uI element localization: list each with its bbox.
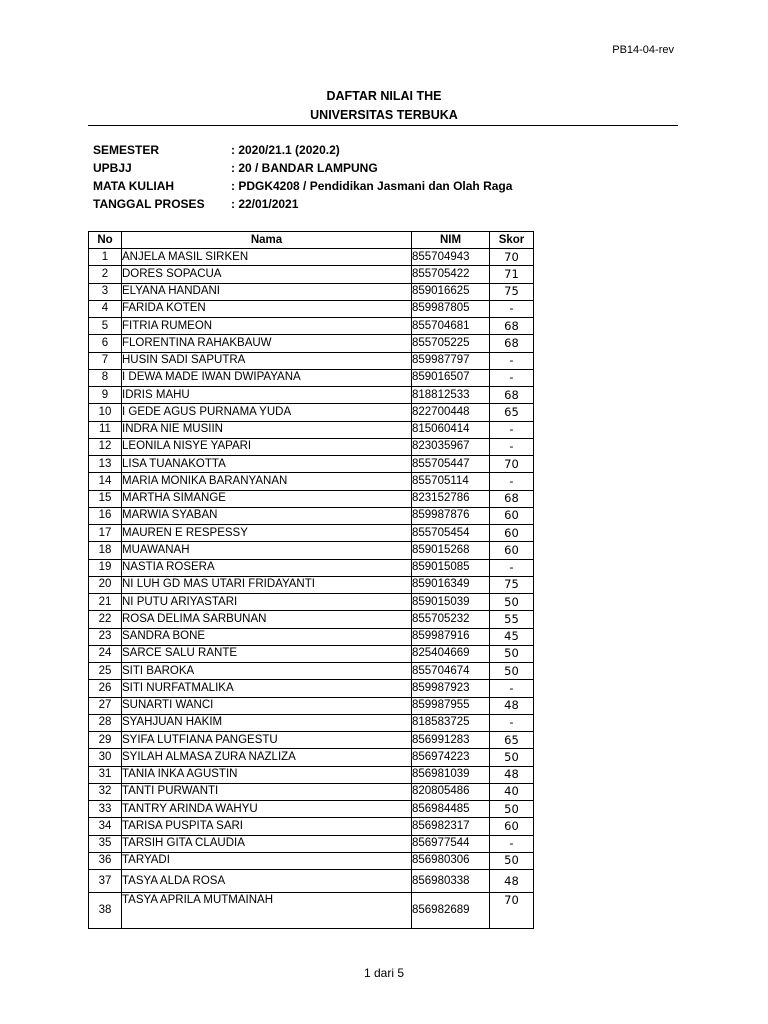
cell-nim: 856977544 (412, 835, 490, 852)
cell-nim: 818812533 (412, 387, 490, 404)
cell-score: 60 (490, 542, 534, 559)
table-row (89, 404, 534, 421)
cell-score: 40 (490, 783, 534, 800)
cell-name: LISA TUANAKOTTA (122, 456, 412, 473)
cell-score: - (490, 352, 534, 369)
cell-nim: 859987805 (412, 300, 490, 317)
cell-nim: 820805486 (412, 783, 490, 800)
header-name: Nama (122, 232, 412, 249)
table-row (89, 525, 534, 542)
cell-name: ROSA DELIMA SARBUNAN (122, 611, 412, 628)
cell-name: SUNARTI WANCI (122, 697, 412, 714)
cell-score: - (490, 559, 534, 576)
cell-no: 37 (89, 870, 122, 893)
table-row (89, 576, 534, 593)
cell-no: 13 (89, 456, 122, 473)
cell-score: - (490, 680, 534, 697)
table-row (89, 594, 534, 611)
cell-no: 18 (89, 542, 122, 559)
table-row (89, 611, 534, 628)
cell-name: TANTRY ARINDA WAHYU (122, 801, 412, 818)
table-row (89, 628, 534, 645)
cell-no: 26 (89, 680, 122, 697)
meta-mata-kuliah-label: MATA KULIAH (93, 179, 175, 193)
table-row (89, 542, 534, 559)
cell-nim: 856982689 (412, 893, 490, 929)
cell-name: NASTIA ROSERA (122, 559, 412, 576)
header-nim: NIM (412, 232, 490, 249)
cell-nim: 856982317 (412, 818, 490, 835)
cell-nim: 856991283 (412, 732, 490, 749)
cell-name: FITRIA RUMEON (122, 318, 412, 335)
cell-name: TARSIH GITA CLAUDIA (122, 835, 412, 852)
cell-nim: 855704681 (412, 318, 490, 335)
cell-score: 68 (490, 387, 534, 404)
cell-score: 55 (490, 611, 534, 628)
meta-upbjj-label: UPBJJ (93, 161, 132, 175)
cell-name: INDRA NIE MUSIIN (122, 421, 412, 438)
cell-nim: 859016349 (412, 576, 490, 593)
document-title: DAFTAR NILAI THE (326, 89, 442, 103)
cell-nim: 856980338 (412, 870, 490, 893)
cell-nim: 856980306 (412, 852, 490, 869)
cell-score: 48 (490, 870, 534, 893)
cell-name: FARIDA KOTEN (122, 300, 412, 317)
cell-score: 60 (490, 818, 534, 835)
meta-semester-label: SEMESTER (93, 143, 160, 157)
cell-name: MARIA MONIKA BARANYANAN (122, 473, 412, 490)
table-row (89, 893, 534, 929)
cell-score: 75 (490, 576, 534, 593)
cell-score: 50 (490, 645, 534, 662)
cell-no: 12 (89, 438, 122, 455)
cell-nim: 823152786 (412, 490, 490, 507)
cell-name: ANJELA MASIL SIRKEN (122, 249, 412, 266)
cell-nim: 855705454 (412, 525, 490, 542)
table-row (89, 835, 534, 852)
table-row (89, 318, 534, 335)
cell-score: 45 (490, 628, 534, 645)
cell-no: 35 (89, 835, 122, 852)
meta-semester-value: : 2020/21.1 (2020.2) (231, 143, 340, 157)
table-row (89, 714, 534, 731)
cell-no: 7 (89, 352, 122, 369)
cell-score: 50 (490, 852, 534, 869)
cell-name: FLORENTINA RAHAKBAUW (122, 335, 412, 352)
cell-nim: 859016625 (412, 283, 490, 300)
cell-no: 27 (89, 697, 122, 714)
table-row (89, 249, 534, 266)
cell-score: 60 (490, 507, 534, 524)
cell-score: 50 (490, 749, 534, 766)
cell-name: SYILAH ALMASA ZURA NAZLIZA (122, 749, 412, 766)
header-no: No (89, 232, 122, 249)
cell-no: 17 (89, 525, 122, 542)
cell-name: HUSIN SADI SAPUTRA (122, 352, 412, 369)
table-row (89, 818, 534, 835)
cell-name: I GEDE AGUS PURNAMA YUDA (122, 404, 412, 421)
table-row (89, 352, 534, 369)
cell-score: 68 (490, 318, 534, 335)
meta-tanggal-proses-label: TANGGAL PROSES (93, 197, 205, 211)
cell-name: TASYA ALDA ROSA (122, 870, 412, 893)
cell-no: 24 (89, 645, 122, 662)
cell-score: - (490, 473, 534, 490)
cell-name: SYIFA LUTFIANA PANGESTU (122, 732, 412, 749)
table-body (89, 249, 534, 929)
table-row (89, 663, 534, 680)
cell-score: 70 (490, 456, 534, 473)
cell-nim: 823035967 (412, 438, 490, 455)
document-code: PB14-04-rev (612, 44, 674, 56)
cell-no: 8 (89, 369, 122, 386)
cell-no: 23 (89, 628, 122, 645)
cell-score: 68 (490, 335, 534, 352)
scores-table (88, 231, 534, 929)
cell-name: TARYADI (122, 852, 412, 869)
cell-no: 31 (89, 766, 122, 783)
table-row (89, 680, 534, 697)
meta-tanggal-proses-value: : 22/01/2021 (231, 197, 299, 211)
cell-score: - (490, 369, 534, 386)
cell-score: 50 (490, 663, 534, 680)
table-row (89, 697, 534, 714)
table-row (89, 732, 534, 749)
cell-name: SITI BAROKA (122, 663, 412, 680)
cell-score: 70 (490, 249, 534, 266)
cell-score: 71 (490, 266, 534, 283)
cell-no: 25 (89, 663, 122, 680)
header-divider (88, 125, 678, 126)
table-row (89, 387, 534, 404)
cell-no: 32 (89, 783, 122, 800)
cell-name: I DEWA MADE IWAN DWIPAYANA (122, 369, 412, 386)
cell-no: 9 (89, 387, 122, 404)
cell-no: 33 (89, 801, 122, 818)
cell-no: 34 (89, 818, 122, 835)
cell-score: - (490, 438, 534, 455)
cell-nim: 855705114 (412, 473, 490, 490)
cell-nim: 859015039 (412, 594, 490, 611)
cell-no: 4 (89, 300, 122, 317)
cell-score: - (490, 714, 534, 731)
institution-name: UNIVERSITAS TERBUKA (310, 108, 458, 122)
cell-nim: 855704943 (412, 249, 490, 266)
cell-nim: 859015268 (412, 542, 490, 559)
table-header-row (89, 232, 534, 249)
cell-nim: 859987923 (412, 680, 490, 697)
cell-nim: 855705232 (412, 611, 490, 628)
cell-nim: 822700448 (412, 404, 490, 421)
cell-nim: 859987955 (412, 697, 490, 714)
cell-nim: 815060414 (412, 421, 490, 438)
cell-no: 36 (89, 852, 122, 869)
meta-upbjj-value: : 20 / BANDAR LAMPUNG (231, 161, 378, 175)
cell-nim: 825404669 (412, 645, 490, 662)
cell-no: 5 (89, 318, 122, 335)
cell-name: TASYA APRILA MUTMAINAH (122, 893, 412, 929)
cell-no: 2 (89, 266, 122, 283)
table-row (89, 507, 534, 524)
table-row (89, 766, 534, 783)
cell-score: - (490, 300, 534, 317)
cell-no: 30 (89, 749, 122, 766)
cell-no: 38 (89, 893, 122, 929)
cell-no: 1 (89, 249, 122, 266)
table-row (89, 456, 534, 473)
cell-score: 70 (490, 893, 534, 929)
cell-name: ELYANA HANDANI (122, 283, 412, 300)
cell-no: 21 (89, 594, 122, 611)
cell-no: 11 (89, 421, 122, 438)
cell-nim: 856974223 (412, 749, 490, 766)
table-row (89, 438, 534, 455)
cell-no: 19 (89, 559, 122, 576)
table-row (89, 473, 534, 490)
table-row (89, 870, 534, 893)
cell-no: 22 (89, 611, 122, 628)
cell-nim: 859987876 (412, 507, 490, 524)
header-score: Skor (490, 232, 534, 249)
cell-nim: 859987797 (412, 352, 490, 369)
cell-no: 10 (89, 404, 122, 421)
cell-score: 60 (490, 525, 534, 542)
table-row (89, 490, 534, 507)
cell-name: SANDRA BONE (122, 628, 412, 645)
table-row (89, 335, 534, 352)
cell-no: 29 (89, 732, 122, 749)
cell-name: TARISA PUSPITA SARI (122, 818, 412, 835)
cell-name: SYAHJUAN HAKIM (122, 714, 412, 731)
cell-name: LEONILA NISYE YAPARI (122, 438, 412, 455)
cell-nim: 859016507 (412, 369, 490, 386)
cell-no: 16 (89, 507, 122, 524)
page-number: 1 dari 5 (363, 966, 405, 980)
table-row (89, 300, 534, 317)
table-row (89, 783, 534, 800)
cell-name: SITI NURFATMALIKA (122, 680, 412, 697)
table-row (89, 369, 534, 386)
cell-score: 68 (490, 490, 534, 507)
table-row (89, 266, 534, 283)
cell-score: 48 (490, 766, 534, 783)
cell-name: TANTI PURWANTI (122, 783, 412, 800)
cell-no: 14 (89, 473, 122, 490)
cell-name: MUAWANAH (122, 542, 412, 559)
table-row (89, 283, 534, 300)
cell-nim: 855704674 (412, 663, 490, 680)
cell-nim: 856981039 (412, 766, 490, 783)
cell-nim: 818583725 (412, 714, 490, 731)
cell-nim: 855705225 (412, 335, 490, 352)
cell-no: 3 (89, 283, 122, 300)
cell-name: MARWIA SYABAN (122, 507, 412, 524)
table-row (89, 559, 534, 576)
cell-nim: 855705422 (412, 266, 490, 283)
meta-mata-kuliah-value: : PDGK4208 / Pendidikan Jasmani dan Olah Raga (231, 179, 513, 193)
cell-name: SARCE SALU RANTE (122, 645, 412, 662)
cell-score: 50 (490, 801, 534, 818)
cell-score: - (490, 421, 534, 438)
table-row (89, 801, 534, 818)
cell-score: 75 (490, 283, 534, 300)
cell-nim: 855705447 (412, 456, 490, 473)
cell-no: 6 (89, 335, 122, 352)
cell-no: 20 (89, 576, 122, 593)
cell-name: MAUREN E RESPESSY (122, 525, 412, 542)
cell-name: NI PUTU ARIYASTARI (122, 594, 412, 611)
cell-score: 65 (490, 404, 534, 421)
table-row (89, 645, 534, 662)
cell-score: 65 (490, 732, 534, 749)
cell-name: DORES SOPACUA (122, 266, 412, 283)
cell-nim: 856984485 (412, 801, 490, 818)
table-row (89, 749, 534, 766)
cell-name: IDRIS MAHU (122, 387, 412, 404)
table-row (89, 852, 534, 869)
cell-score: - (490, 835, 534, 852)
cell-score: 50 (490, 594, 534, 611)
cell-no: 15 (89, 490, 122, 507)
cell-nim: 859987916 (412, 628, 490, 645)
cell-name: NI LUH GD MAS UTARI FRIDAYANTI (122, 576, 412, 593)
table-row (89, 421, 534, 438)
cell-nim: 859015085 (412, 559, 490, 576)
cell-no: 28 (89, 714, 122, 731)
cell-name: TANIA INKA AGUSTIN (122, 766, 412, 783)
cell-name: MARTHA SIMANGE (122, 490, 412, 507)
cell-score: 48 (490, 697, 534, 714)
